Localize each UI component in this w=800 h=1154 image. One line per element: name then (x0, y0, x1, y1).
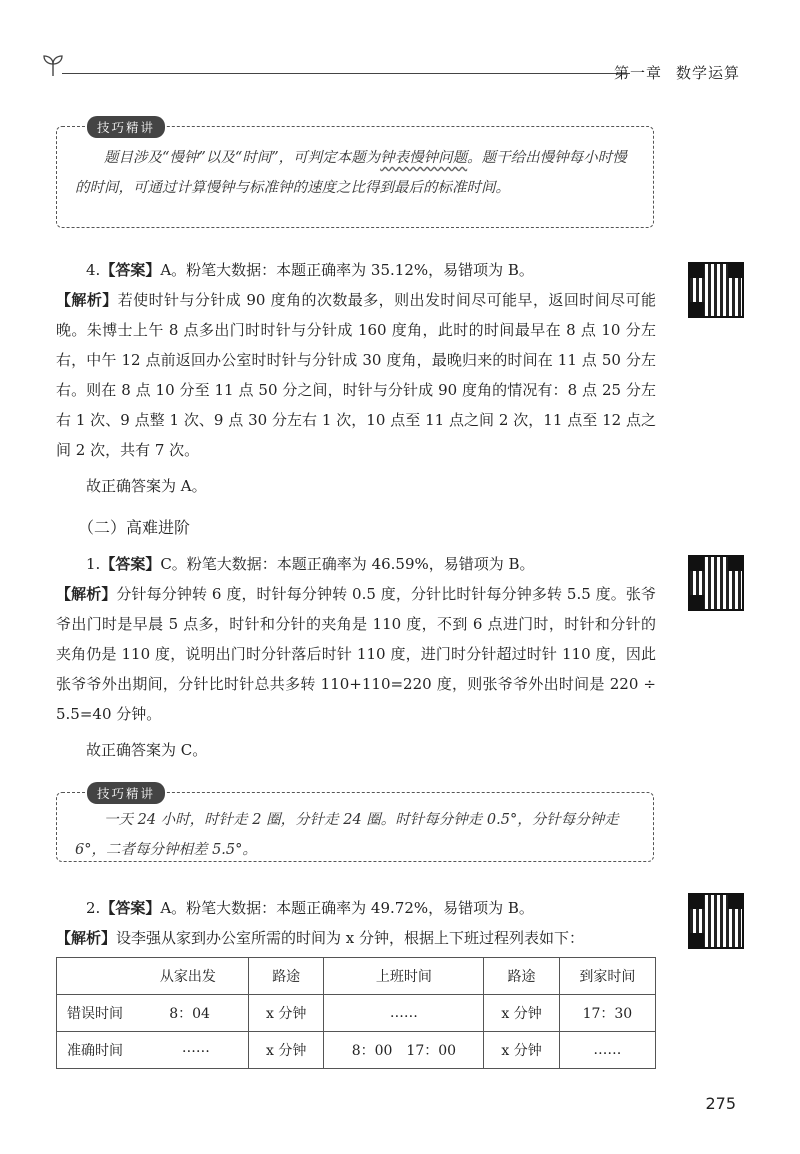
tip-box-1 (56, 120, 654, 228)
table-cell: x 分钟 (484, 995, 560, 1032)
running-header (40, 52, 740, 92)
chapter-name: 数学运算 (675, 64, 740, 82)
table-cell: x 分钟 (248, 995, 324, 1032)
answer-label: 【答案】 (100, 261, 161, 279)
explanation (56, 579, 656, 729)
table-header-cell: 路途 (484, 958, 560, 995)
conclusion: 故正确答案为 A。 (86, 477, 207, 495)
explanation (56, 285, 656, 465)
answer-text: A。粉笔大数据：本题正确率为 35.12%，易错项为 B。 (160, 261, 534, 279)
explain-label: 【解析】 (56, 291, 118, 309)
explain-label: 【解析】 (56, 929, 117, 947)
answer-block-h1 (56, 549, 656, 765)
answer-text: A。粉笔大数据：本题正确率为 49.72%，易错项为 B。 (160, 899, 534, 917)
qr-code-icon[interactable] (688, 555, 744, 611)
answer-block-h2 (56, 893, 656, 953)
sprout-icon (40, 52, 66, 78)
chapter-title (600, 62, 740, 83)
tip-text: 一天 24 小时，时针走 2 圈，分针走 24 圈。时针每分钟走 0.5°，分针每分钟走 6°，二者每分钟相差 5.5°。 (75, 812, 619, 858)
answer-label: 【答案】 (100, 555, 161, 573)
header-rule (62, 73, 630, 74)
answer-line: 2.【答案】A。粉笔大数据：本题正确率为 49.72%，易错项为 B。 (86, 899, 534, 917)
tip-box-2 (56, 786, 654, 862)
table-cell: …… (324, 995, 484, 1032)
tip-keyword: 钟表慢钟问题 (380, 150, 468, 166)
qr-code-icon[interactable] (688, 893, 744, 949)
answer-line: 4.【答案】A。粉笔大数据：本题正确率为 35.12%，易错项为 B。 (86, 261, 534, 279)
table-cell: 8：00 17：00 (324, 1032, 484, 1069)
table-cell: 17：30 (559, 995, 655, 1032)
table-row (57, 1032, 656, 1069)
explain-text: 分针每分钟转 6 度，时针每分钟转 0.5 度，分针比时针每分钟多转 5.5 度。张爷爷出门时是早晨 5 点多，时针和分针的夹角是 110 度，不到 6 点进门时，时针和分针的夹角仍是 110 度，说明出门时分针落后时针 110 度，进门时分针超过时针 110 度，因此张爷爷外出期间，分针比时针总共多转 110+110=220 度，则张爷爷外出时间是 220 ÷ 5.5=40 分钟。 (56, 585, 656, 723)
page-number: 275 (705, 1094, 736, 1113)
table-header-row (57, 958, 656, 995)
table-header-cell: 到家时间 (559, 958, 655, 995)
explain-text: 若使时针与分针成 90 度角的次数最多，则出发时间尽可能早，返回时间尽可能晚。朱博士上午 8 点多出门时时针与分针成 160 度角，此时的时间最早在 8 点 10 分左右，中午 12 点前返回办公室时时针与分针成 30 度角，最晚归来的时间在 11 点 50 分左右。则在 8 点 10 分至 11 点 50 分之间，时针与分针成 90 度角的情况有：8 点 25 分左右 1 次、9 点整 1 次、9 点 30 分左右 1 次，10 点至 11 点之间 2 次，11 点至 12 点之间 2 次，共有 7 次。 (56, 291, 656, 459)
table-cell: 错误时间 8：04 (57, 995, 249, 1032)
tip-text: 题目涉及“慢钟”以及“时间”，可判定本题为钟表慢钟问题。题干给出慢钟每小时慢的时间，可通过计算慢钟与标准钟的速度之比得到最后的标准时间。 (75, 150, 627, 196)
qr-code-icon[interactable] (688, 262, 744, 318)
table-cell: …… (559, 1032, 655, 1069)
schedule-table (56, 957, 656, 1069)
chapter-number: 第一章 (613, 64, 662, 82)
answer-text: C。粉笔大数据：本题正确率为 46.59%，易错项为 B。 (160, 555, 535, 573)
table-header-cell: 路途 (248, 958, 324, 995)
table-header-cell: 上班时间 (324, 958, 484, 995)
explain-text: 设李强从家到办公室所需的时间为 x 分钟，根据上下班过程列表如下： (116, 929, 585, 947)
table-cell: 准确时间 …… (57, 1032, 249, 1069)
tip-badge: 技巧精讲 (87, 782, 165, 804)
tip-badge: 技巧精讲 (87, 116, 165, 138)
answer-label: 【答案】 (100, 899, 161, 917)
section-title: （二）高难进阶 (78, 518, 191, 537)
table-cell: x 分钟 (248, 1032, 324, 1069)
answer-block-4 (56, 255, 656, 501)
table-header-cell: 从家出发 (57, 958, 249, 995)
table-cell: x 分钟 (484, 1032, 560, 1069)
answer-line: 1.【答案】C。粉笔大数据：本题正确率为 46.59%，易错项为 B。 (86, 555, 535, 573)
table-row (57, 995, 656, 1032)
explanation (56, 923, 656, 953)
explain-label: 【解析】 (56, 585, 117, 603)
conclusion: 故正确答案为 C。 (86, 741, 208, 759)
